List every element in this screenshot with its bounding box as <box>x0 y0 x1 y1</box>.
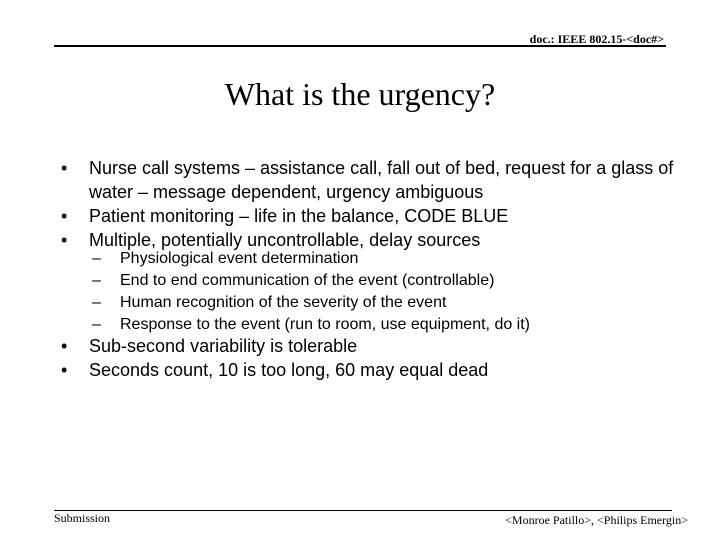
dash-icon: – <box>92 316 101 333</box>
footer-rule <box>54 510 672 511</box>
sub-bullet-list <box>92 248 530 336</box>
bullet-item <box>55 358 675 382</box>
bullet-item <box>55 156 675 204</box>
bullet-item <box>55 204 675 228</box>
bullet-dot-icon: • <box>61 230 68 250</box>
dash-icon: – <box>92 294 101 311</box>
main-bullet-list <box>55 156 675 252</box>
bullet-dot-icon: • <box>61 158 68 178</box>
document-id: doc.: IEEE 802.15-<doc#> <box>529 32 664 46</box>
sub-bullet-item <box>92 248 530 270</box>
sub-bullet-text: End to end communication of the event (controllable) <box>120 272 495 289</box>
footer-authors: <Monroe Patillo>, <Philips Emergin> <box>505 513 688 527</box>
sub-bullet-text: Physiological event determination <box>120 250 359 267</box>
dash-icon: – <box>92 272 101 289</box>
bullet-item <box>55 334 675 358</box>
closing-bullet-list <box>55 334 675 382</box>
sub-bullet-item <box>92 270 530 292</box>
bullet-dot-icon: • <box>61 336 68 356</box>
slide-title: What is the urgency? <box>224 76 496 112</box>
sub-bullet-item <box>92 292 530 314</box>
bullet-dot-icon: • <box>61 206 68 226</box>
bullet-text: Nurse call systems – assistance call, fall out of bed, request for a glass of water – message dependent, urgency ambiguous <box>89 158 674 202</box>
sub-bullet-item <box>92 314 530 336</box>
bullet-text: Patient monitoring – life in the balance, CODE BLUE <box>89 206 509 226</box>
sub-bullet-text: Human recognition of the severity of the event <box>120 294 447 311</box>
bullet-text: Sub-second variability is tolerable <box>89 336 358 356</box>
dash-icon: – <box>92 250 101 267</box>
sub-bullet-text: Response to the event (run to room, use equipment, do it) <box>120 316 531 333</box>
footer-submission: Submission <box>54 511 111 525</box>
bullet-dot-icon: • <box>61 360 68 380</box>
bullet-text: Seconds count, 10 is too long, 60 may equal dead <box>89 360 489 380</box>
bullet-text: Multiple, potentially uncontrollable, delay sources <box>89 230 481 250</box>
